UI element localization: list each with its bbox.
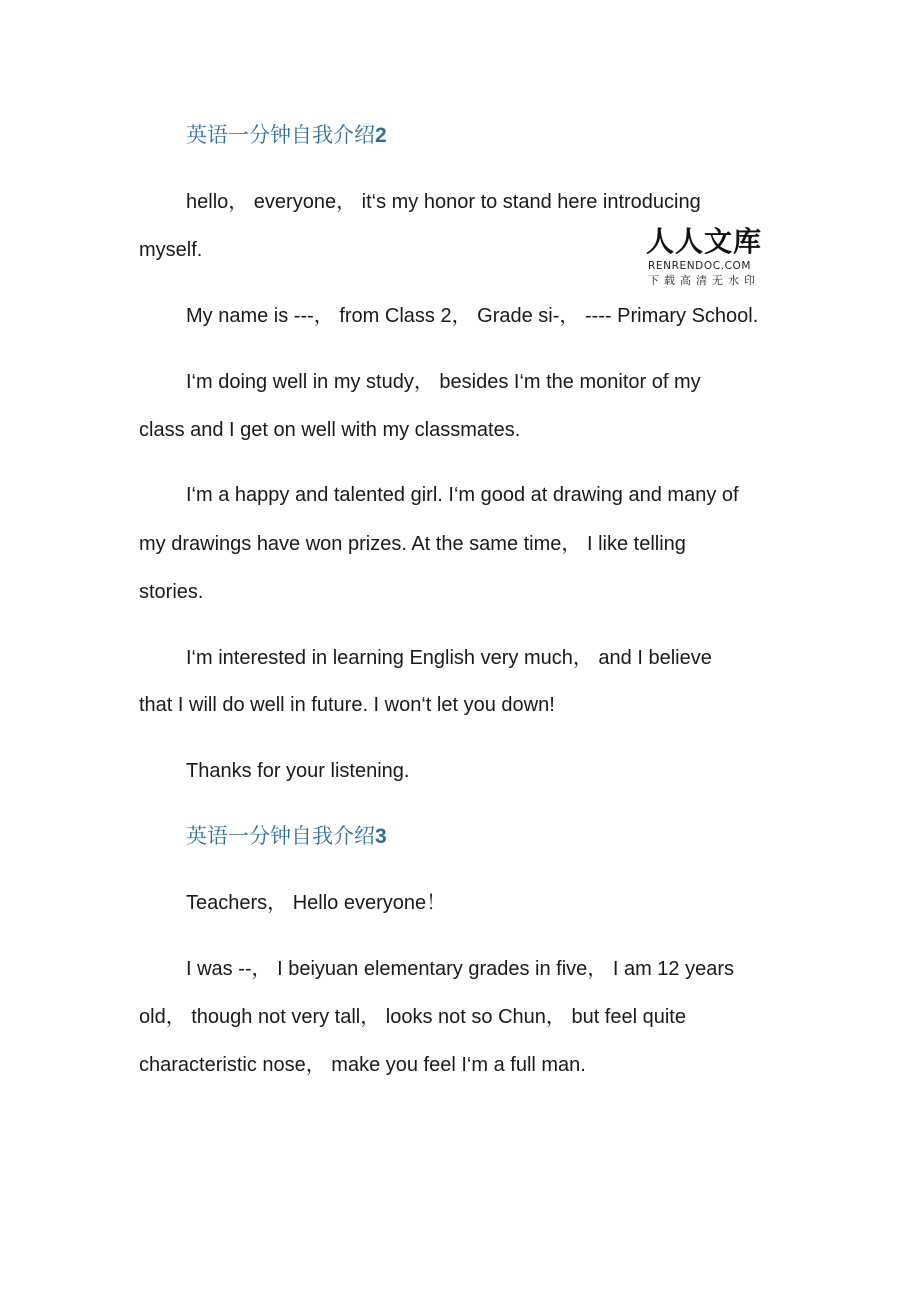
paragraph-line: I‘m a happy and talented girl. I‘m good at drawing and many of bbox=[186, 484, 739, 506]
paragraph-line: my drawings have won prizes. At the same time， I like telling bbox=[139, 533, 686, 555]
paragraph-line: stories. bbox=[139, 581, 204, 603]
paragraph-line: that I will do well in future. I won‘t let you down! bbox=[139, 694, 555, 716]
heading-number: 3 bbox=[375, 825, 387, 848]
watermark-title: 人人文库 bbox=[646, 225, 763, 258]
paragraph-line: Teachers， Hello everyone！ bbox=[186, 892, 447, 914]
paragraph-line: I‘m doing well in my study， besides I‘m the monitor of my bbox=[186, 371, 701, 393]
paragraph-line: characteristic nose， make you feel I‘m a full man. bbox=[139, 1054, 586, 1076]
paragraph-line: old， though not very tall， looks not so Chun， but feel quite bbox=[139, 1006, 686, 1028]
paragraph-line: I‘m interested in learning English very much， and I believe bbox=[186, 647, 712, 669]
watermark-site: RENRENDOC.COM bbox=[648, 260, 752, 272]
paragraph-line: My name is ---， from Class 2， Grade si-， ---- Primary School. bbox=[186, 305, 759, 327]
heading-number: 2 bbox=[375, 124, 387, 147]
section-heading bbox=[186, 122, 387, 150]
paragraph-line: I was --， I beiyuan elementary grades in five， I am 12 years bbox=[186, 958, 735, 980]
paragraph-line: Thanks for your listening. bbox=[186, 760, 410, 782]
paragraph-line: class and I get on well with my classmates. bbox=[139, 419, 521, 441]
paragraph-line: myself. bbox=[139, 239, 203, 261]
renrendoc-watermark-logo bbox=[646, 226, 774, 288]
heading-text: 英语一分钟自我介绍 bbox=[186, 825, 375, 848]
watermark-slogan: 下载高清无水印 bbox=[648, 274, 760, 287]
section-heading bbox=[186, 823, 387, 851]
paragraph-line: hello， everyone， it‘s my honor to stand here introducing bbox=[186, 191, 701, 213]
heading-text: 英语一分钟自我介绍 bbox=[186, 124, 375, 147]
